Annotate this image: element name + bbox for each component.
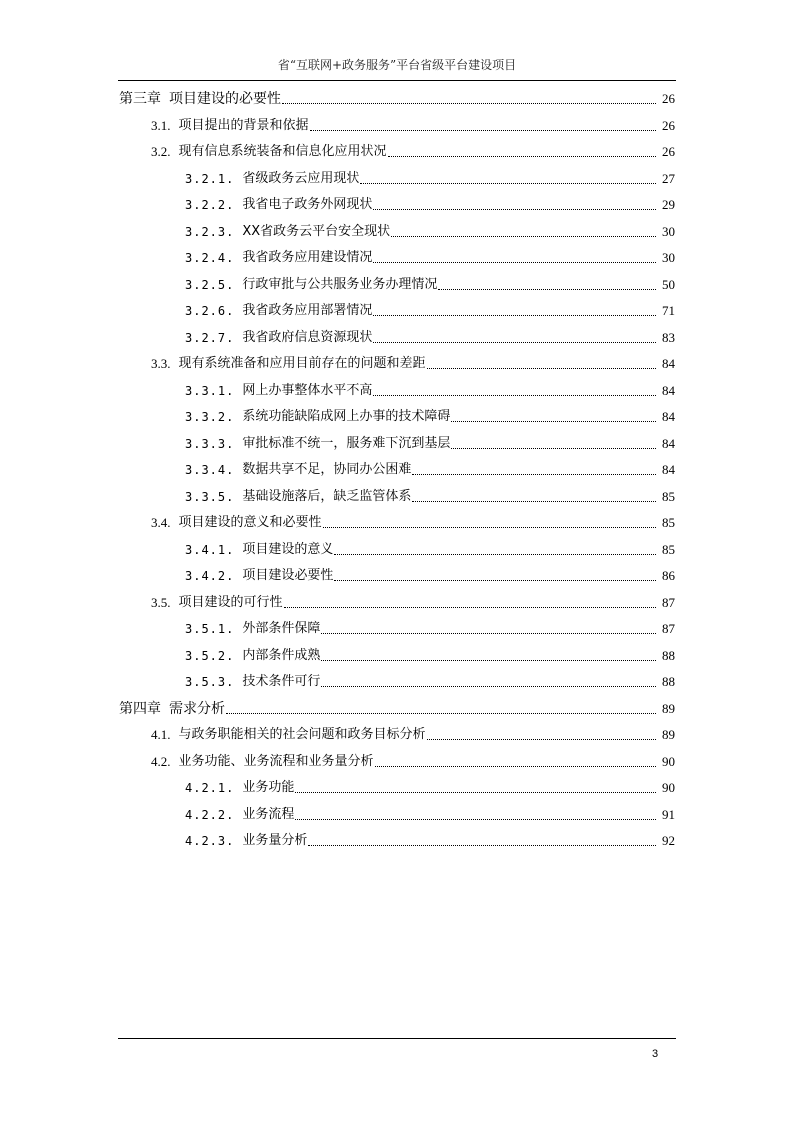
toc-entry[interactable] xyxy=(185,373,675,399)
toc-entry[interactable] xyxy=(151,744,675,770)
toc-dot-leader xyxy=(373,315,656,316)
toc-entry-page: 84 xyxy=(662,409,675,424)
toc-entry-page: 30 xyxy=(662,250,675,265)
toc-entry[interactable] xyxy=(185,532,675,558)
toc-entry[interactable] xyxy=(151,134,675,160)
toc-dot-leader xyxy=(360,183,656,184)
toc-entry-title: 内部条件成熟 xyxy=(242,647,321,663)
toc-entry-title: 现有系统准备和应用目前存在的问题和差距 xyxy=(178,356,426,371)
toc-entry-page: 26 xyxy=(662,91,675,106)
toc-entry-number: 3.5.1. xyxy=(185,622,235,636)
toc-entry-title: 我省政府信息资源现状 xyxy=(242,329,373,345)
toc-dot-leader xyxy=(323,527,656,528)
toc-dot-leader xyxy=(451,421,656,422)
toc-entry-page: 89 xyxy=(662,700,675,716)
toc-entry-title: 业务功能、业务流程和业务量分析 xyxy=(178,753,374,769)
toc-entry-number: 3.3.4. xyxy=(185,463,235,477)
toc-entry-title: 项目提出的背景和依据 xyxy=(178,117,309,133)
toc-entry-page: 91 xyxy=(662,806,675,822)
toc-entry[interactable] xyxy=(119,691,675,717)
toc-entry-number: 3.2. xyxy=(151,144,171,159)
toc-dot-leader xyxy=(375,766,656,767)
toc-entry-number: 3.3. xyxy=(151,356,171,371)
toc-entry[interactable] xyxy=(185,664,675,690)
toc-entry-number: 3.3.5. xyxy=(185,489,235,504)
toc-entry-number: 第四章 xyxy=(119,700,161,717)
toc-entry-number: 4.2.3. xyxy=(185,834,235,848)
toc-entry-page: 85 xyxy=(662,541,675,557)
toc-entry-page: 87 xyxy=(662,594,675,610)
toc-dot-leader xyxy=(321,633,656,634)
toc-dot-leader xyxy=(373,342,656,343)
toc-entry-number: 3.5.3. xyxy=(185,675,235,689)
toc-entry-number: 3.5. xyxy=(151,594,171,610)
toc-entry-title: 基础设施落后，缺乏监管体系 xyxy=(242,488,412,504)
toc-dot-leader xyxy=(412,474,656,475)
toc-entry-title: 项目建设的意义 xyxy=(242,541,334,557)
toc-entry-page: 88 xyxy=(662,647,675,663)
toc-entry[interactable] xyxy=(185,611,675,637)
toc-dot-leader xyxy=(321,660,656,661)
toc-entry-page: 86 xyxy=(662,568,675,583)
toc-entry-number: 3.3.1. xyxy=(185,383,235,398)
toc-entry[interactable] xyxy=(185,240,675,266)
toc-entry-number: 3.4.2. xyxy=(185,569,235,583)
toc-entry-title: 省级政务云应用现状 xyxy=(242,170,360,186)
toc-dot-leader xyxy=(226,713,656,714)
toc-dot-leader xyxy=(282,103,656,104)
toc-entry-number: 4.2.1. xyxy=(185,781,235,795)
toc-entry-page: 92 xyxy=(662,833,675,848)
toc-entry-number: 4.1. xyxy=(151,727,171,742)
running-header: 省“互联网+政务服务”平台省级平台建设项目 xyxy=(277,58,517,72)
toc-dot-leader xyxy=(310,130,656,131)
toc-entry-page: 90 xyxy=(662,753,675,769)
toc-dot-leader xyxy=(295,819,656,820)
toc-entry-number: 3.3.3. xyxy=(185,436,235,451)
page-number: 3 xyxy=(652,1048,659,1060)
toc-entry-title: 现有信息系统装备和信息化应用状况 xyxy=(178,144,387,159)
toc-entry[interactable] xyxy=(185,797,675,823)
toc-entry-page: 87 xyxy=(662,621,675,636)
toc-dot-leader xyxy=(295,792,656,793)
toc-entry[interactable] xyxy=(151,505,675,531)
toc-entry-page: 84 xyxy=(662,462,675,477)
toc-entry-title: 与政务职能相关的社会问题和政务目标分析 xyxy=(178,727,426,742)
toc-dot-leader xyxy=(438,289,656,290)
toc-entry[interactable] xyxy=(119,81,675,107)
toc-entry[interactable] xyxy=(185,320,675,346)
toc-entry[interactable] xyxy=(185,426,675,452)
toc-entry-page: 84 xyxy=(662,435,675,451)
toc-entry[interactable] xyxy=(185,770,675,796)
toc-dot-leader xyxy=(373,395,656,396)
toc-entry-page: 26 xyxy=(662,117,675,133)
toc-entry-page: 27 xyxy=(662,170,675,186)
toc-dot-leader xyxy=(321,686,656,687)
toc-entry[interactable] xyxy=(151,346,675,372)
toc-entry[interactable] xyxy=(185,452,675,478)
toc-entry-title: 外部条件保障 xyxy=(242,621,321,636)
toc-dot-leader xyxy=(427,739,656,740)
toc-entry[interactable] xyxy=(185,214,675,240)
toc-entry[interactable] xyxy=(185,293,675,319)
toc-entry[interactable] xyxy=(185,187,675,213)
toc-entry-number: 3.5.2. xyxy=(185,648,235,663)
toc-entry-title: 项目建设的意义和必要性 xyxy=(178,515,322,530)
toc-entry[interactable] xyxy=(185,823,675,849)
toc-entry-number: 3.2.1. xyxy=(185,171,235,186)
toc-entry[interactable] xyxy=(185,638,675,664)
toc-entry-number: 3.2.4. xyxy=(185,251,235,265)
toc-entry-title: 网上办事整体水平不高 xyxy=(242,382,373,398)
toc-entry-page: 30 xyxy=(662,223,675,239)
toc-entry-number: 3.4.1. xyxy=(185,542,235,557)
toc-entry[interactable] xyxy=(185,399,675,425)
toc-dot-leader xyxy=(391,236,656,237)
toc-entry-title: 业务功能 xyxy=(242,780,295,795)
toc-entry-number: 第三章 xyxy=(119,91,161,107)
toc-entry[interactable] xyxy=(185,267,675,293)
toc-entry[interactable] xyxy=(151,108,675,134)
toc-entry-title: 行政审批与公共服务业务办理情况 xyxy=(242,276,438,292)
toc-entry-page: 26 xyxy=(662,144,675,159)
toc-entry-title: 项目建设的可行性 xyxy=(178,594,283,610)
toc-entry-page: 85 xyxy=(662,515,675,530)
toc-entry-title: 项目建设的必要性 xyxy=(169,91,281,107)
toc-entry-page: 84 xyxy=(662,382,675,398)
toc-dot-leader xyxy=(427,368,656,369)
toc-dot-leader xyxy=(334,580,656,581)
toc-entry-title: 项目建设必要性 xyxy=(242,568,334,583)
toc-entry-number: 3.2.5. xyxy=(185,277,235,292)
toc-entry-page: 90 xyxy=(662,780,675,795)
toc-entry-number: 3.1. xyxy=(151,117,171,133)
footer-divider xyxy=(118,1038,676,1039)
toc-entry[interactable] xyxy=(151,717,675,743)
toc-dot-leader xyxy=(308,845,656,846)
toc-entry-title: 我省电子政务外网现状 xyxy=(242,197,373,212)
toc-entry-page: 88 xyxy=(662,674,675,689)
toc-dot-leader xyxy=(412,501,656,502)
toc-dot-leader xyxy=(451,448,656,449)
toc-entry-title: 业务流程 xyxy=(242,806,295,822)
toc-entry-title: XX省政务云平台安全现状 xyxy=(242,223,391,239)
toc-entry-page: 50 xyxy=(662,276,675,292)
toc-entry-number: 3.2.3. xyxy=(185,224,235,239)
toc-dot-leader xyxy=(373,262,656,263)
toc-entry-page: 71 xyxy=(662,303,675,318)
toc-dot-leader xyxy=(334,554,656,555)
toc-entry-title: 我省政务应用建设情况 xyxy=(242,250,373,265)
toc-entry-title: 业务量分析 xyxy=(242,833,308,848)
toc-dot-leader xyxy=(388,156,656,157)
toc-entry-title: 技术条件可行 xyxy=(242,674,321,689)
toc-entry-number: 4.2. xyxy=(151,753,171,769)
toc-entry-page: 85 xyxy=(662,488,675,504)
toc-dot-leader xyxy=(284,607,656,608)
toc-entry[interactable] xyxy=(185,479,675,505)
toc-entry-page: 29 xyxy=(662,197,675,212)
toc-entry-number: 3.2.6. xyxy=(185,304,235,318)
toc-dot-leader xyxy=(373,209,656,210)
toc-entry-page: 83 xyxy=(662,329,675,345)
toc-entry-title: 需求分析 xyxy=(169,700,225,717)
toc-entry-page: 84 xyxy=(662,356,675,371)
toc-entry-number: 3.2.7. xyxy=(185,330,235,345)
toc-entry-title: 系统功能缺陷成网上办事的技术障碍 xyxy=(242,409,451,424)
toc-entry-number: 4.2.2. xyxy=(185,807,235,822)
toc-entry-number: 3.4. xyxy=(151,515,171,530)
toc-entry-number: 3.2.2. xyxy=(185,198,235,212)
toc-entry-number: 3.3.2. xyxy=(185,410,235,424)
toc-entry[interactable] xyxy=(185,558,675,584)
toc-entry-page: 89 xyxy=(662,727,675,742)
toc-entry-title: 数据共享不足，协同办公困难 xyxy=(242,462,412,477)
toc-entry-title: 审批标准不统一，服务难下沉到基层 xyxy=(242,435,451,451)
toc-entry-title: 我省政务应用部署情况 xyxy=(242,303,373,318)
toc-entry[interactable] xyxy=(185,161,675,187)
toc-entry[interactable] xyxy=(151,585,675,611)
